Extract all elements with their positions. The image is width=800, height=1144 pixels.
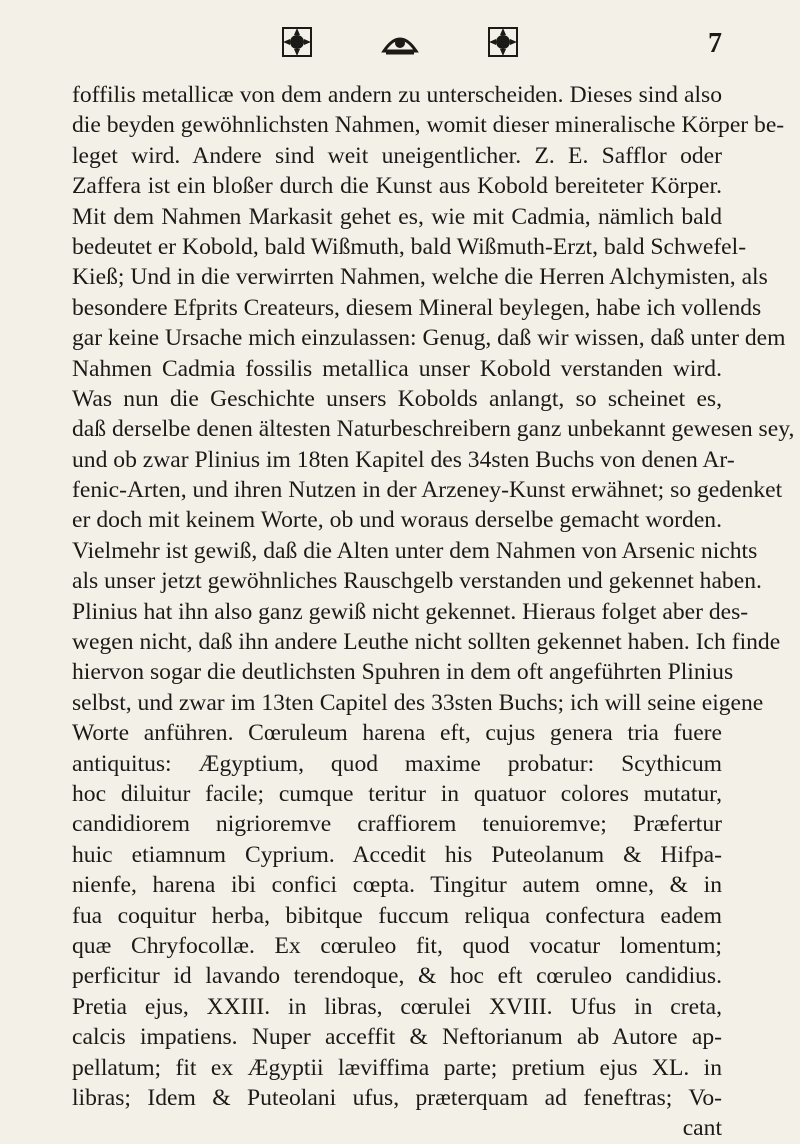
text-line: und ob zwar Plinius im 18ten Kapitel des 34sten Buchs von denen Ar- <box>72 446 735 473</box>
text-line: Plinius hat ihn also ganz gewiß nicht gekennet. Hieraus folget aber des- <box>72 598 749 625</box>
text-line: selbst, und zwar im 13ten Capitel des 33sten Buchs; ich will seine eigene <box>72 689 764 716</box>
text-line: Pretia ejus, XXIII. in libras, cœrulei XVIII. Ufus in creta, <box>72 993 722 1020</box>
text-line: foffilis metallicæ von dem andern zu unterscheiden. Dieses sind also <box>72 82 722 108</box>
text-line: hiervon sogar die deutlichsten Spuhren in dem oft angeführten Plinius <box>72 659 734 686</box>
page-header <box>0 22 800 62</box>
text-line: hoc diluitur facile; cumque teritur in quatuor colores mutatur, <box>72 780 722 807</box>
text-line: libras; Idem & Puteolani ufus, præterquam ad feneftras; Vo- <box>72 1084 722 1111</box>
crown-ornament-icon <box>380 25 420 59</box>
fleuron-icon <box>486 25 520 59</box>
text-line: wegen nicht, daß ihn andere Leuthe nicht sollten gekennet haben. Ich finde <box>72 629 781 656</box>
text-line: fua coquitur herba, bibitque fuccum reliqua confectura eadem <box>72 902 722 929</box>
text-line: Vielmehr ist gewiß, daß die Alten unter dem Nahmen von Arsenic nichts <box>72 537 758 564</box>
text-line: perficitur id lavando terendoque, & hoc eft cœruleo candidius. <box>72 963 722 990</box>
text-line: leget wird. Andere sind weit uneigentlicher. Z. E. Safflor oder <box>72 142 722 169</box>
text-line: huic etiamnum Cyprium. Accedit his Puteolanum & Hifpa- <box>72 841 722 868</box>
text-line: nienfe, harena ibi confici cœpta. Tingitur autem omne, & in <box>72 872 722 899</box>
text-line: Zaffera ist ein bloßer durch die Kunst aus Kobold bereiteter Körper. <box>72 173 722 200</box>
text-line: als unser jetzt gewöhnliches Rauschgelb verstanden und gekennet haben. <box>72 568 762 595</box>
text-line: candidiorem nigrioremve craffiorem tenuioremve; Præfertur <box>72 811 722 838</box>
header-ornaments <box>280 22 520 62</box>
fleuron-icon <box>280 25 314 59</box>
text-line: Mit dem Nahmen Markasit gehet es, wie mit Cadmia, nämlich bald <box>72 203 722 230</box>
text-line: quæ Chryfocollæ. Ex cœruleo fit, quod vocatur lomentum; <box>72 932 722 959</box>
text-line: Worte anführen. Cœruleum harena eft, cujus genera tria fuere <box>72 720 722 747</box>
text-line: daß derselbe denen ältesten Naturbeschreibern ganz unbekannt gewesen sey, <box>72 416 795 443</box>
text-line: die beyden gewöhnlichsten Nahmen, womit dieser mineralische Körper be- <box>72 112 785 139</box>
text-line: besondere Efprits Createurs, diesem Mineral beylegen, habe ich vollends <box>72 294 762 321</box>
page-body-text <box>72 80 795 1144</box>
text-line: calcis impatiens. Nuper acceffit & Neftorianum ab Autore ap- <box>72 1024 722 1051</box>
text-line: Was nun die Geschichte unsers Kobolds anlangt, so scheinet es, <box>72 385 722 412</box>
text-line: antiquitus: Ægyptium, quod maxime probatur: Scythicum <box>72 750 722 777</box>
text-line: fenic-Arten, und ihren Nutzen in der Arzeney-Kunst erwähnet; so gedenket <box>72 477 783 504</box>
catchword: cant <box>682 1115 722 1142</box>
page-number: 7 <box>708 28 722 59</box>
text-line: Nahmen Cadmia fossilis metallica unser Kobold verstanden wird. <box>72 355 722 382</box>
text-line: pellatum; fit ex Ægyptii læviffima parte; pretium ejus XL. in <box>72 1054 722 1081</box>
text-line: gar keine Ursache mich einzulassen: Genug, daß wir wissen, daß unter dem <box>72 325 786 352</box>
text-line: Kieß; Und in die verwirrten Nahmen, welche die Herren Alchymisten, als <box>72 264 768 291</box>
text-line: bedeutet er Kobold, bald Wißmuth, bald Wißmuth-Erzt, bald Schwefel- <box>72 233 747 260</box>
text-line: er doch mit keinem Worte, ob und woraus derselbe gemacht worden. <box>72 507 722 534</box>
